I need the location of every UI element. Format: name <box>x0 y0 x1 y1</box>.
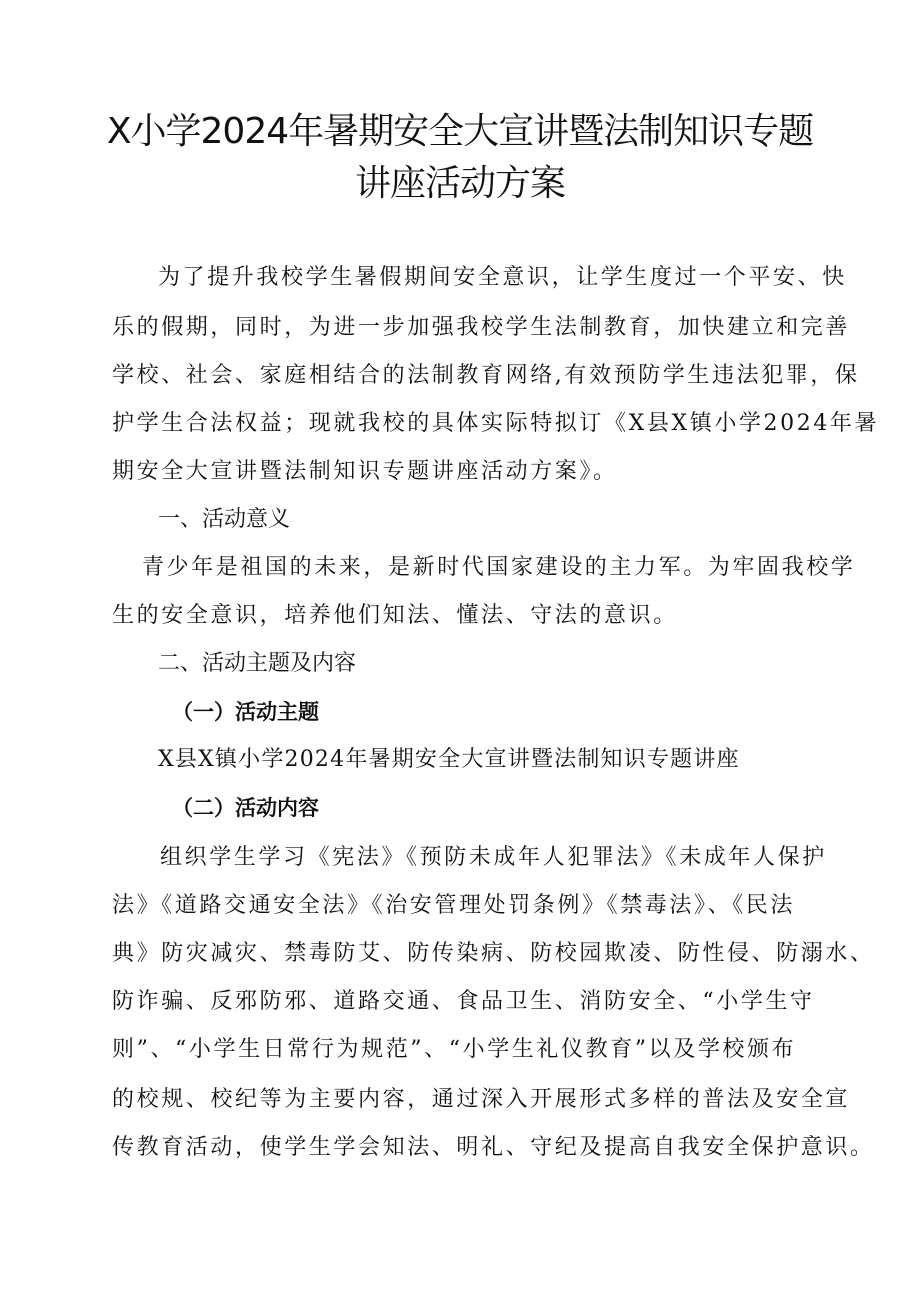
content-line-5: 则”、“小学生日常行为规范”、“小学生礼仪教育”以及学校颁布 <box>112 1037 797 1062</box>
content-line-1: 组织学生学习《宪法》《预防未成年人犯罪法》《未成年人保护 <box>160 845 827 870</box>
content-line-2: 法》《道路交通安全法》《治安管理处罚条例》《禁毒法》、《民法 <box>112 893 796 918</box>
section-heading-significance: 一、活动意义 <box>158 507 291 532</box>
document-title-line-1: X小学2024年暑期安全大宣讲暨法制知识专题 <box>106 111 814 152</box>
intro-line-1: 为了提升我校学生暑假期间安全意识，让学生度过一个平安、快 <box>158 265 847 290</box>
content-line-3: 典》防灾减灾、禁毒防艾、防传染病、防校园欺凌、防性侵、防溺水、 <box>112 941 875 966</box>
section1-line-1: 青少年是祖国的未来，是新时代国家建设的主力军。为牢固我校学 <box>142 555 856 580</box>
theme-text: X县X镇小学2024年暑期安全大宣讲暨法制知识专题讲座 <box>158 747 740 772</box>
subheading-content: （二）活动内容 <box>172 795 319 820</box>
subheading-theme: （一）活动主题 <box>172 699 319 724</box>
intro-line-2: 乐的假期，同时，为进一步加强我校学生法制教育，加快建立和完善 <box>112 315 851 340</box>
document-title-line-2: 讲座活动方案 <box>354 163 565 204</box>
section-heading-theme-content: 二、活动主题及内容 <box>158 651 357 676</box>
content-line-4: 防诈骗、反邪防邪、道路交通、食品卫生、消防安全、“小学生守 <box>112 989 815 1014</box>
content-line-7: 传教育活动，使学生学会知法、明礼、守纪及提高自我安全保护意识。 <box>112 1135 875 1160</box>
content-line-6: 的校规、校纪等为主要内容，通过深入开展形式多样的普法及安全宣 <box>112 1087 851 1112</box>
intro-line-3: 学校、社会、家庭相结合的法制教育网络,有效预防学生违法犯罪，保 <box>112 363 860 388</box>
intro-line-4: 护学生合法权益；现就我校的具体实际特拟订《X县X镇小学2024年暑 <box>112 411 880 436</box>
section1-line-2: 生的安全意识，培养他们知法、懂法、守法的意识。 <box>112 603 678 628</box>
intro-line-5: 期安全大宣讲暨法制知识专题讲座活动方案》。 <box>112 459 618 484</box>
